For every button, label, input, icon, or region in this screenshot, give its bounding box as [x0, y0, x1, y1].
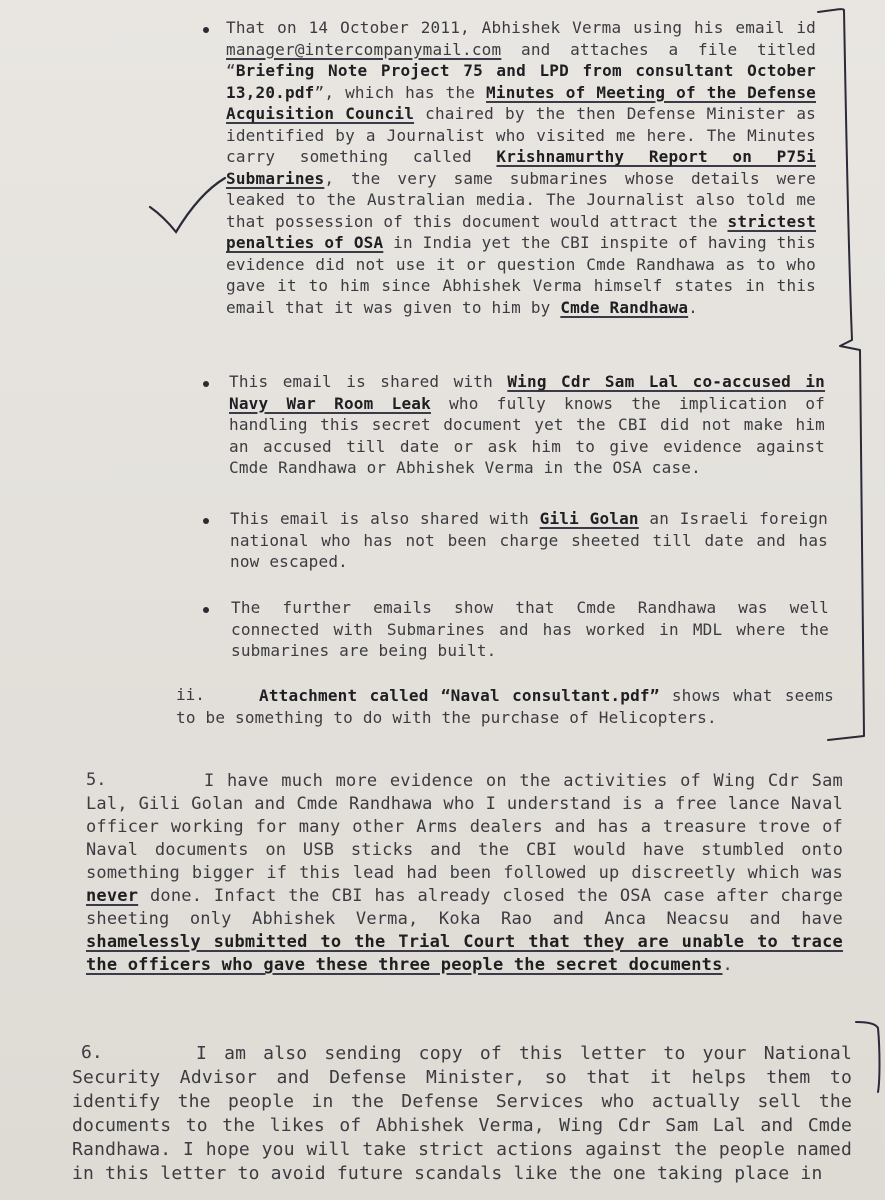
text-run: and attaches a file titled “ — [226, 39, 816, 80]
emphasized-text: shamelessly submitted to the Trial Court that they are unable to trace the officers who gave these three people the secret documents — [86, 932, 843, 975]
text-run: I have much more evidence on the activities of Wing Cdr Sam Lal, Gili Golan and Cmde Randhawa who I understand is a free lance Naval officer working for many other Arms dealers and has a treasure trove of Naval documents on USB sticks and the CBI would have stumbled onto something bigger if this lead had been followed up discreetly which was — [86, 771, 843, 883]
bullet-paragraph-1 — [226, 17, 816, 318]
paragraph-6 — [72, 1042, 852, 1186]
text-run: , the very same submarines whose details were leaked to the Australian media. The Journalist also told me that possession of this document would attract the — [226, 168, 816, 231]
item-ii-label: ii. — [176, 685, 205, 704]
emphasized-text: Minutes of Meeting of the Defense Acquisition Council — [226, 82, 816, 123]
bullet-paragraph-3 — [230, 508, 828, 573]
text-run: manager@intercompanymail.com — [226, 39, 502, 59]
text-run: who fully knows the implication of handling this secret document yet the CBI did not make him an accused till date or ask him to give evidence against Cmde Randhawa or Abhishek Verma in the OSA case. — [229, 393, 825, 477]
item-ii-paragraph — [176, 685, 834, 728]
paragraph-5-number: 5. — [86, 770, 107, 790]
bullet-marker — [203, 607, 209, 613]
bullet-marker — [203, 381, 209, 387]
text-run: shows what seems to be something to do with the purchase of Helicopters. — [176, 686, 834, 727]
bullet-paragraph-2 — [229, 371, 825, 479]
bullet-marker — [203, 518, 209, 524]
text-run: That on 14 October 2011, Abhishek Verma using his email id — [226, 18, 816, 37]
margin-bracket-line — [856, 1022, 880, 1092]
emphasized-text: strictest penalties of OSA — [226, 211, 816, 252]
text-run: This email is shared with — [229, 372, 508, 391]
text-run: . — [722, 955, 733, 975]
paragraph-6-number: 6. — [81, 1042, 103, 1063]
text-run: in India yet the CBI inspite of having this evidence did not use it or question Cmde Randhawa as to who gave it to him since Abhishek Verma himself states in this email that it was given to him by — [226, 233, 816, 317]
emphasized-text: Attachment called “Naval consultant.pdf” — [259, 686, 660, 705]
text-run: This email is also shared with — [230, 509, 540, 528]
paragraph-5 — [86, 770, 843, 977]
text-run: . — [688, 297, 698, 317]
emphasized-text: Wing Cdr Sam Lal co-accused in Navy War Room Leak — [229, 372, 826, 413]
text-run: chaired by the then Defense Minister as identified by a Journalist who visited me here. The Minutes carry something called — [226, 104, 817, 166]
emphasized-text: Krishnamurthy Report on P75i Submarines — [226, 147, 816, 188]
checkmark-icon — [150, 178, 225, 232]
emphasized-text: Briefing Note Project 75 and LPD from consultant October 13,20.pdf — [226, 61, 816, 102]
text-run: done. Infact the CBI has already closed the OSA case after charge sheeting only Abhishek Verma, Koka Rao and Anca Neacsu and have — [86, 886, 843, 929]
emphasized-text: Cmde Randhawa — [560, 297, 689, 317]
text-run: an Israeli foreign national who has not been charge sheeted till date and has now escaped. — [230, 509, 829, 571]
text-run: The further emails show that Cmde Randhawa was well connected with Submarines and has worked in MDL where the submarines are being built. — [231, 598, 829, 660]
bullet-paragraph-4 — [231, 597, 829, 662]
text-run: ”, which has the — [314, 82, 487, 102]
bullet-marker — [203, 27, 209, 33]
text-run: I am also sending copy of this letter to your National Security Advisor and Defense Minister, so that it helps them to identify the people in the Defense Services who actually sell the documents to the likes of Abhishek Verma, Wing Cdr Sam Lal and Cmde Randhawa. I hope you will take strict actions against the people named in this letter to avoid future scandals like the one taking place in — [72, 1043, 852, 1184]
emphasized-text: Gili Golan — [539, 509, 639, 528]
emphasized-text: never — [86, 886, 139, 906]
